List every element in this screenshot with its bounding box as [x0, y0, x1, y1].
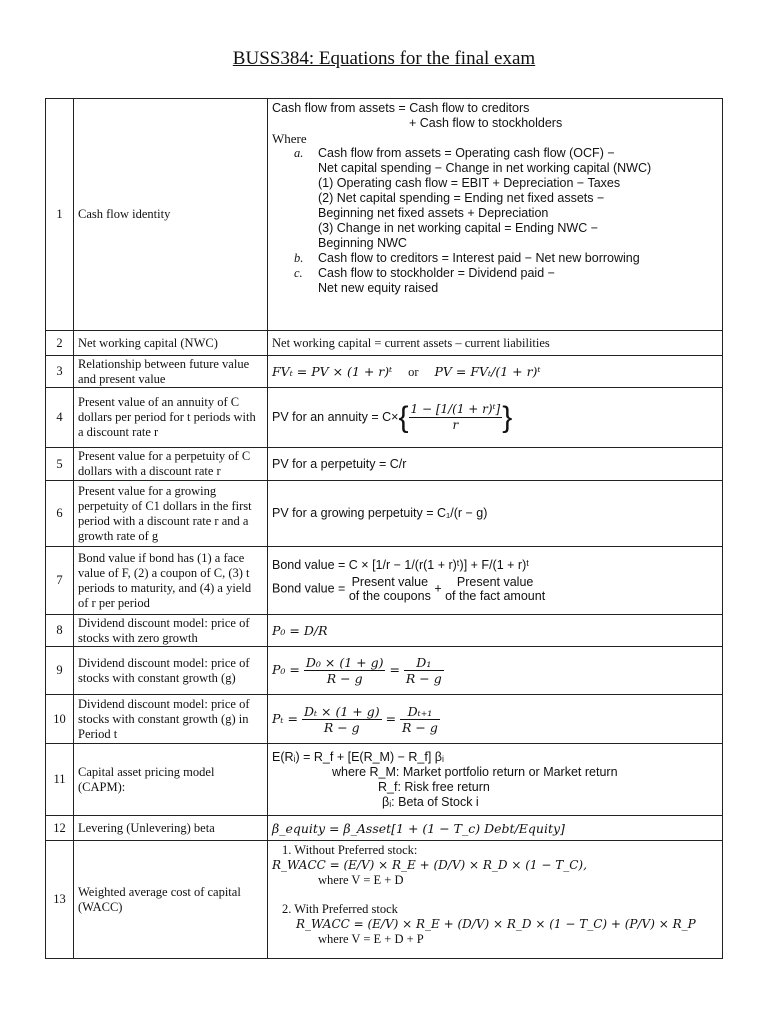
- row-number: 4: [46, 388, 74, 448]
- table-row: [46, 99, 723, 331]
- row-number: 6: [46, 481, 74, 547]
- bond-value-formula: Bond value = C × [1/r − 1/(r(1 + r)ᵗ)] + F/(1 + r)ᵗ: [272, 558, 529, 572]
- denominator: R − g: [402, 719, 438, 735]
- table-row: [46, 695, 723, 744]
- row-description: Cash flow identity: [74, 99, 268, 331]
- table-row: [46, 481, 723, 547]
- row-description: Dividend discount model: price of stocks with zero growth: [74, 615, 268, 647]
- fraction-2: [400, 704, 440, 735]
- formula-line: Cash flow from assets = Cash flow to creditors: [272, 101, 530, 115]
- row-formula: [268, 695, 723, 744]
- capm-beta: βᵢ: Beta of Stock i: [382, 794, 479, 809]
- formula-line: Cash flow to stockholder = Dividend paid −: [318, 266, 555, 280]
- pv-formula: PV = FVₜ/(1 + r)ᵗ: [434, 363, 541, 379]
- row-formula: [268, 744, 723, 816]
- table-row: [46, 388, 723, 448]
- equals-sign: =: [389, 662, 400, 677]
- row-number: 8: [46, 615, 74, 647]
- table-row: [46, 356, 723, 388]
- table-row: [46, 841, 723, 959]
- row-number: 10: [46, 695, 74, 744]
- row-number: 2: [46, 331, 74, 356]
- wacc-heading-2: 2. With Preferred stock: [282, 902, 398, 916]
- stack-line: Present value: [456, 575, 534, 589]
- right-brace-icon: }: [502, 401, 513, 434]
- capm-where: where R_M: Market portfolio return or Market return: [332, 764, 618, 779]
- numerator: D₁: [404, 655, 444, 671]
- row-number: 13: [46, 841, 74, 959]
- bond-value-lhs: Bond value =: [272, 581, 346, 596]
- table-row: [46, 331, 723, 356]
- stack-line: of the fact amount: [445, 589, 546, 603]
- row-description: Dividend discount model: price of stocks with constant growth (g): [74, 647, 268, 695]
- row-description: Net working capital (NWC): [74, 331, 268, 356]
- list-marker: b.: [294, 251, 304, 265]
- equations-table: [45, 98, 723, 959]
- row-description: Present value for a growing perpetuity of C1 dollars in the first period with a discount rate r and a growth rate of g: [74, 481, 268, 547]
- row-formula: PV for a growing perpetuity = C₁/(r − g): [268, 481, 723, 547]
- row-formula: [268, 547, 723, 615]
- denominator: r: [452, 418, 459, 432]
- denominator: R − g: [326, 671, 363, 686]
- fraction-2: [404, 655, 444, 686]
- row-formula: [268, 388, 723, 448]
- wacc-formula-1: R_WACC = (E/V) × R_E + (D/V) × R_D × (1 − T_C),: [272, 858, 587, 872]
- numerator: Dₜ₊₁: [400, 704, 440, 720]
- row-number: 1: [46, 99, 74, 331]
- fv-formula: FVₜ = PV × (1 + r)ᵗ: [272, 363, 393, 379]
- row-number: 7: [46, 547, 74, 615]
- list-marker: a.: [294, 146, 304, 160]
- numerator: Dₜ × (1 + g): [303, 703, 380, 719]
- stack-line: of the coupons: [348, 589, 431, 603]
- table-row: [46, 816, 723, 841]
- equals-sign: =: [385, 710, 397, 726]
- row-number: 3: [46, 356, 74, 388]
- formula-line: Cash flow from assets = Operating cash flow (OCF) −: [318, 146, 615, 160]
- row-description: Present value for a perpetuity of C dollars with a discount rate r: [74, 448, 268, 481]
- wacc-where-2: where V = E + D + P: [318, 932, 424, 946]
- table-row: [46, 647, 723, 695]
- row-description: Weighted average cost of capital (WACC): [74, 841, 268, 959]
- row-number: 9: [46, 647, 74, 695]
- row-description: Present value of an annuity of C dollars per period for t periods with a discount rate r: [74, 388, 268, 448]
- formula-line: Beginning net fixed assets + Depreciation: [318, 206, 549, 220]
- formula-line: Net new equity raised: [318, 281, 439, 295]
- formula-line: Beginning NWC: [318, 236, 407, 250]
- or-label: or: [408, 364, 419, 379]
- price-lhs: P₀ =: [272, 662, 300, 677]
- denominator: R − g: [405, 671, 442, 686]
- coupons-pv: [349, 575, 431, 603]
- wacc-heading-1: 1. Without Preferred stock:: [282, 843, 418, 857]
- row-formula: β_equity = β_Asset[1 + (1 − T_c) Debt/Equity]: [268, 816, 723, 841]
- table-row: [46, 448, 723, 481]
- row-formula: [268, 356, 723, 388]
- formula-line: + Cash flow to stockholders: [409, 116, 563, 130]
- table-row: [46, 547, 723, 615]
- fraction-1: [302, 704, 382, 735]
- formula-line: (2) Net capital spending = Ending net fixed assets −: [318, 191, 605, 205]
- row-formula: [268, 99, 723, 331]
- numerator: D₀ × (1 + g): [305, 655, 384, 670]
- capm-formula: E(Rᵢ) = R_f + [E(R_M) − R_f] βᵢ: [272, 749, 444, 764]
- row-formula: Net working capital = current assets – current liabilities: [268, 331, 723, 356]
- annuity-fraction: [409, 402, 503, 433]
- wacc-where-1: where V = E + D: [318, 873, 404, 887]
- row-formula: PV for a perpetuity = C/r: [268, 448, 723, 481]
- row-number: 12: [46, 816, 74, 841]
- row-formula: [268, 841, 723, 959]
- face-amount-pv: [445, 575, 545, 603]
- table-row: [46, 744, 723, 816]
- annuity-lhs: PV for an annuity = C×: [272, 409, 399, 424]
- row-description: Bond value if bond has (1) a face value of F, (2) a coupon of C, (3) t periods to maturity, and (4) a yield of r per period: [74, 547, 268, 615]
- row-description: Levering (Unlevering) beta: [74, 816, 268, 841]
- row-description: Capital asset pricing model (CAPM):: [74, 744, 268, 816]
- row-description: Dividend discount model: price of stocks with constant growth (g) in Period t: [74, 695, 268, 744]
- row-formula: P₀ = D/R: [268, 615, 723, 647]
- formula-line: (3) Change in net working capital = Ending NWC −: [318, 221, 599, 235]
- fraction-1: [304, 655, 386, 686]
- capm-rf: R_f: Risk free return: [378, 779, 490, 794]
- row-description: Relationship between future value and present value: [74, 356, 268, 388]
- formula-line: Net capital spending − Change in net working capital (NWC): [318, 161, 652, 175]
- page-title: BUSS384: Equations for the final exam: [232, 48, 536, 69]
- formula-line: Where: [272, 131, 307, 146]
- price-lhs: Pₜ =: [272, 710, 298, 726]
- stack-line: Present value: [351, 575, 429, 589]
- table-row: [46, 615, 723, 647]
- list-marker: c.: [294, 266, 303, 280]
- numerator: 1 − [1/(1 + r)ᵗ]: [410, 402, 501, 416]
- formula-line: Cash flow to creditors = Interest paid − Net new borrowing: [318, 251, 640, 265]
- row-formula: [268, 647, 723, 695]
- plus-sign: +: [434, 581, 442, 596]
- row-number: 11: [46, 744, 74, 816]
- row-number: 5: [46, 448, 74, 481]
- denominator: R − g: [323, 719, 360, 735]
- formula-line: (1) Operating cash flow = EBIT + Depreciation − Taxes: [318, 176, 621, 190]
- wacc-formula-2: R_WACC = (E/V) × R_E + (D/V) × R_D × (1 − T_C) + (P/V) × R_P: [296, 917, 696, 931]
- left-brace-icon: {: [398, 401, 409, 434]
